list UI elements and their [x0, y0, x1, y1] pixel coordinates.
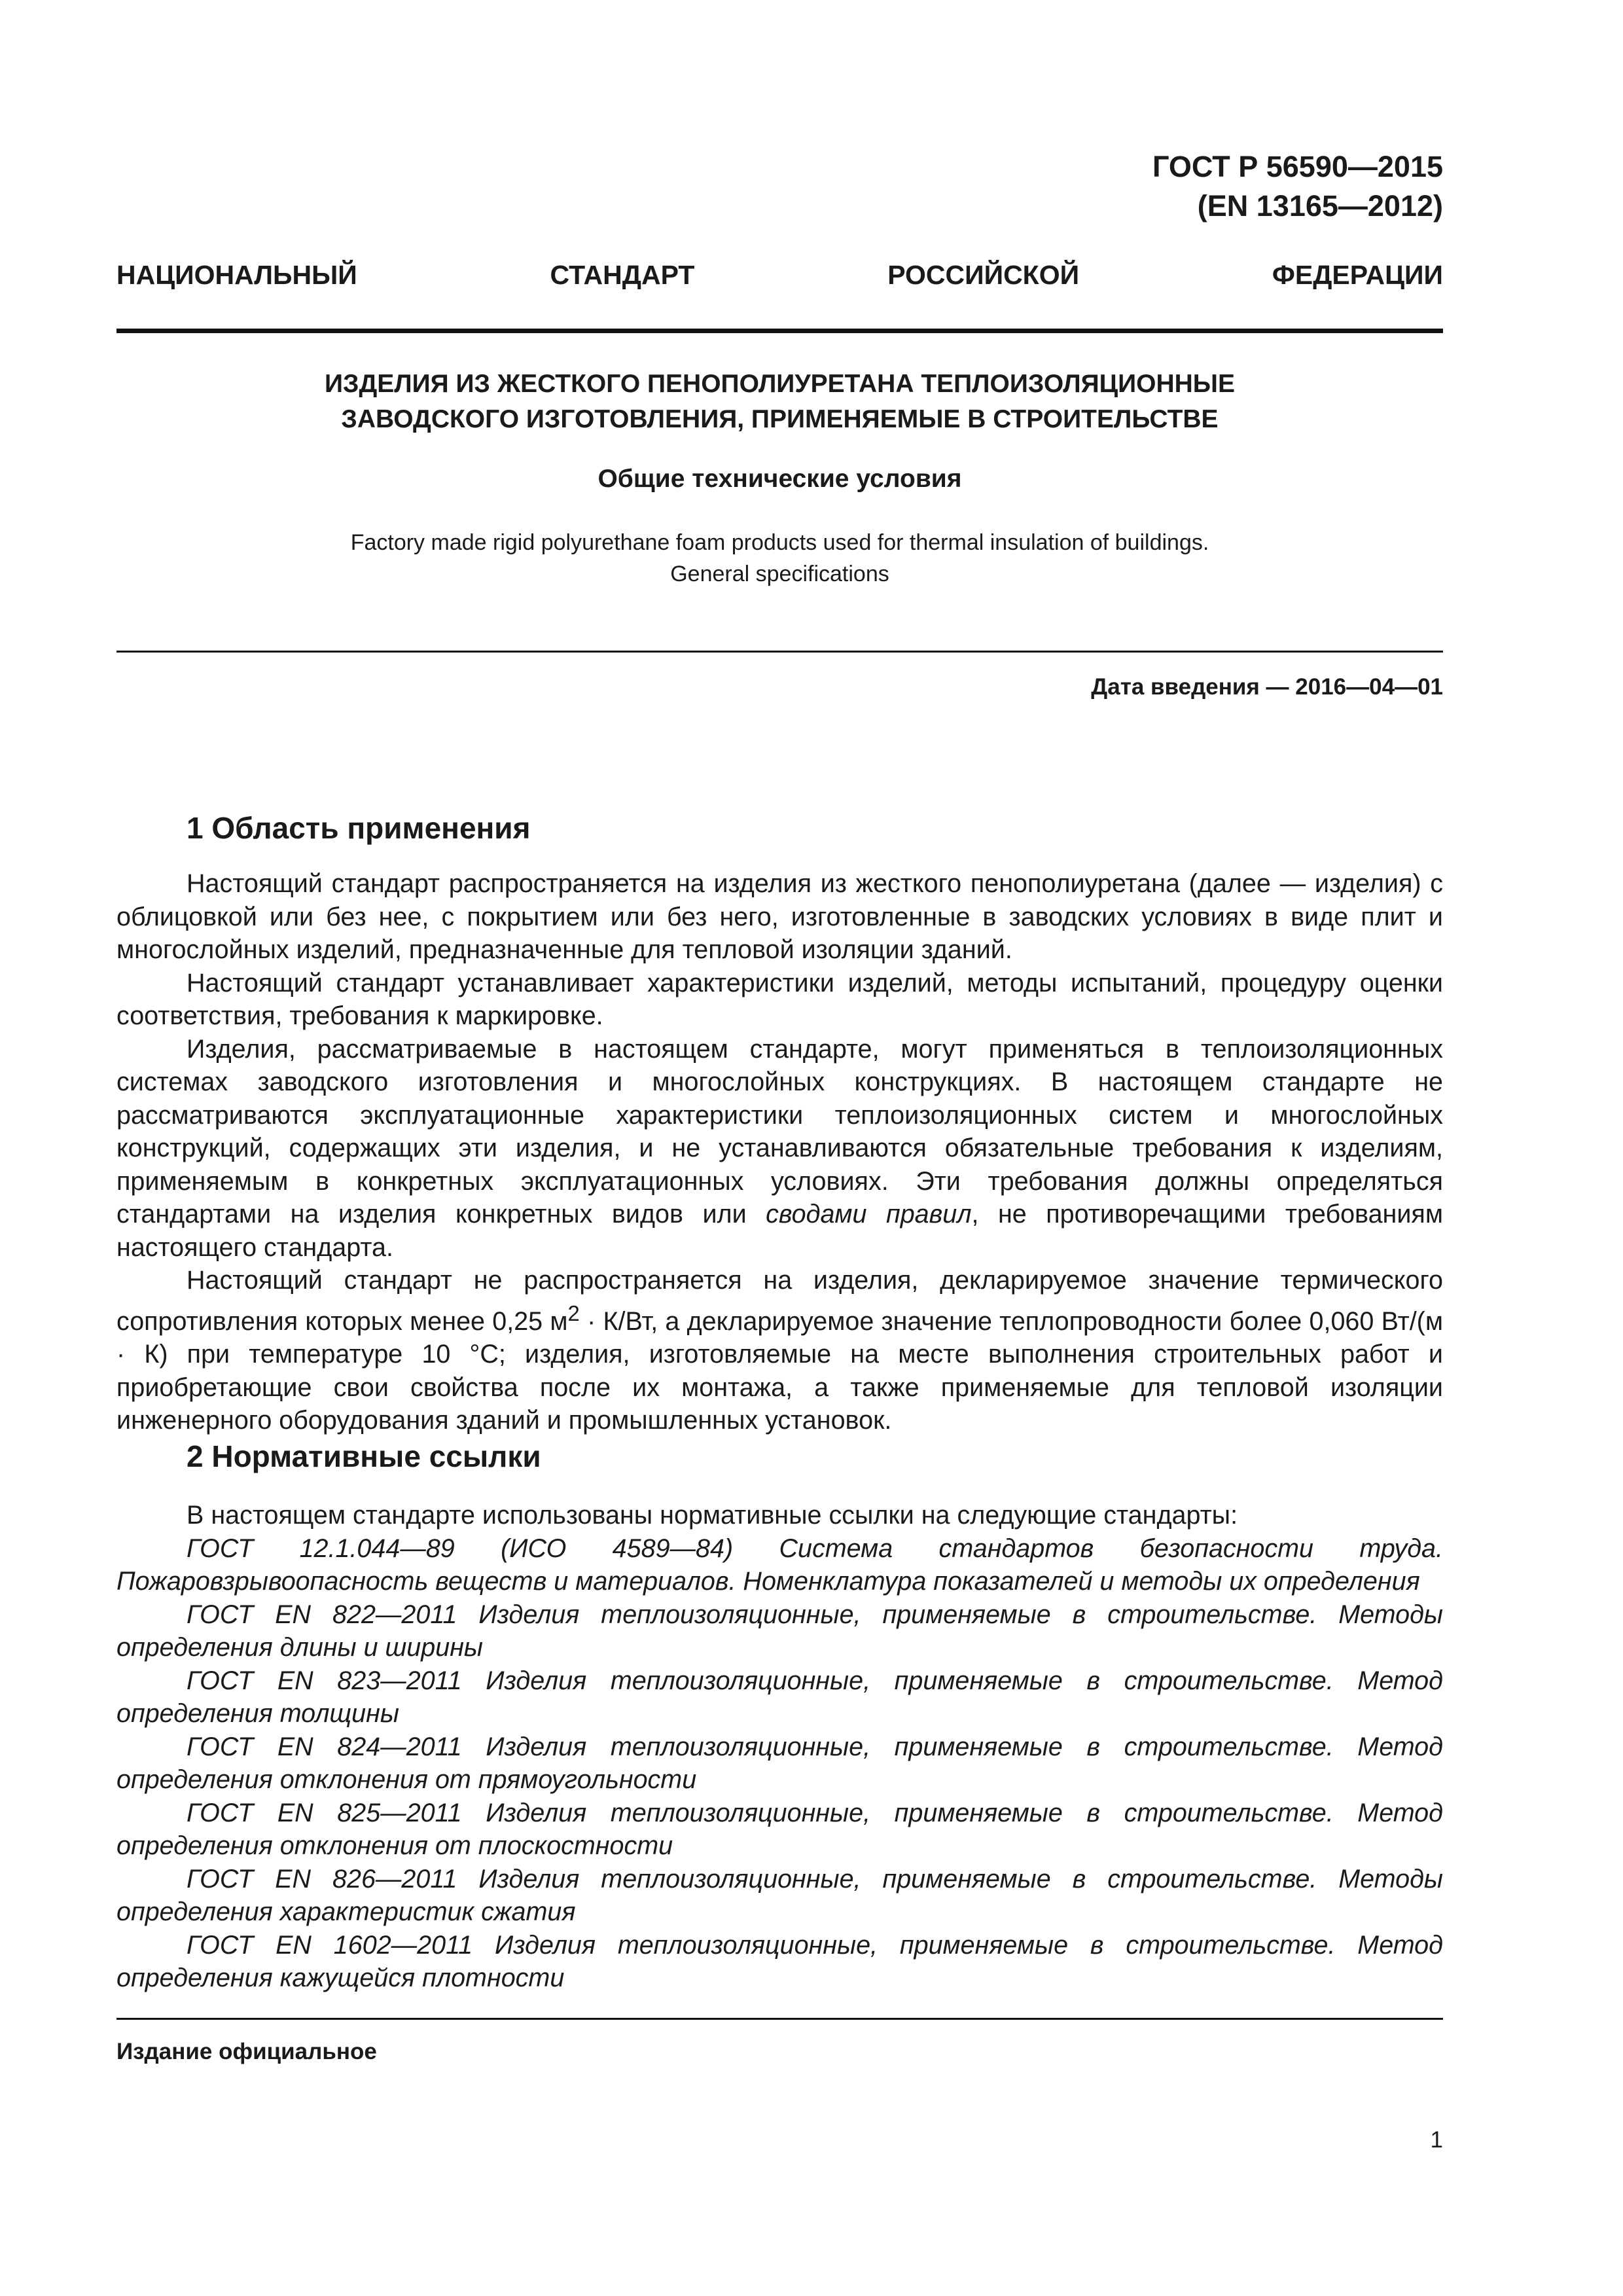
footer-rule: [116, 2018, 1443, 2020]
normative-reference: ГОСТ EN 824—2011 Изделия теплоизоляционные, применяемые в строительстве. Метод определения отклонения от прямоугольности: [116, 1732, 1443, 1794]
document-title-line-1: ИЗДЕЛИЯ ИЗ ЖЕСТКОГО ПЕНОПОЛИУРЕТАНА ТЕПЛОИЗОЛЯЦИОННЫЕ: [325, 370, 1235, 398]
normative-reference: ГОСТ EN 822—2011 Изделия теплоизоляционные, применяемые в строительстве. Методы определения длины и ширины: [116, 1600, 1443, 1662]
english-title-line-2: General specifications: [670, 562, 889, 586]
document-title-line-2: ЗАВОДСКОГО ИЗГОТОВЛЕНИЯ, ПРИМЕНЯЕМЫЕ В СТРОИТЕЛЬСТВЕ: [341, 405, 1219, 433]
document-subtitle: Общие технические условия: [597, 465, 962, 493]
paragraph-3-italic-term: сводами правил: [766, 1200, 972, 1229]
paragraph-3-text-start: Изделия, рассматриваемые в настоящем стандарте, могут применяться в теплоизоляционных системах заводского изготовления и многослойных конструкциях. В настоящем стандарте не рассматриваются эксплуатационные характеристики теплоизоляционных систем и многослойных конструкций, содержащих эти изделия, и не устанавливаются обязательные требования к изделиям, применяемым в конкретных эксплуатационных условиях. Эти требования должны определяться стандартами на изделия конкретных видов или: [116, 1034, 1443, 1229]
section-1-paragraph-3: [116, 1033, 1443, 1265]
paragraph-3-text-end: , не противоречащими требованиям настоящего стандарта.: [116, 1200, 1443, 1262]
page-number: 1: [1430, 2127, 1443, 2153]
national-standard-banner: НАЦИОНАЛЬНЫЙ СТАНДАРТ РОССИЙСКОЙ ФЕДЕРАЦИИ: [116, 260, 1443, 290]
section-1-paragraph-1: Настоящий стандарт распространяется на изделия из жесткого пенополиуретана (далее — изделия) с облицовкой или без нее, с покрытием или без него, изготовленные в заводских условиях в виде плит и многослойных изделий, предназначенные для тепловой изоляции зданий.: [116, 869, 1443, 964]
paragraph-4-text-end: · К/Вт, а декларируемое значение теплопроводности более 0,060 Вт/(м · К) при температуре 10 °С; изделия, изготовляемые на месте выполнения строительных работ и приобретающие свои свойства после их монтажа, а также применяемые для тепловой изоляции инженерного оборудования зданий и промышленных установок.: [116, 1306, 1443, 1435]
introduction-date: Дата введения — 2016—04—01: [1091, 674, 1443, 700]
section-2-heading: 2 Нормативные ссылки: [187, 1439, 541, 1473]
section-2-intro: В настоящем стандарте использованы нормативные ссылки на следующие стандарты:: [187, 1501, 1238, 1530]
paragraph-4-superscript: 2: [567, 1300, 580, 1325]
section-1-paragraph-2: Настоящий стандарт устанавливает характеристики изделий, методы испытаний, процедуру оценки соответствия, требования к маркировке.: [116, 968, 1443, 1030]
official-edition-label: Издание официальное: [116, 2039, 377, 2064]
standard-number-gost: ГОСТ Р 56590—2015: [1152, 150, 1443, 183]
document-title: [116, 367, 1443, 437]
section-1-body: [116, 867, 1443, 1437]
standard-number: [982, 147, 1443, 226]
normative-reference: ГОСТ EN 825—2011 Изделия теплоизоляционные, применяемые в строительстве. Метод определения отклонения от плоскостности: [116, 1798, 1443, 1860]
section-2-body: [116, 1499, 1443, 1995]
top-rule: [116, 329, 1443, 333]
normative-reference: ГОСТ EN 823—2011 Изделия теплоизоляционные, применяемые в строительстве. Метод определения толщины: [116, 1666, 1443, 1728]
section-1-paragraph-4: [116, 1264, 1443, 1437]
normative-reference: ГОСТ EN 826—2011 Изделия теплоизоляционные, применяемые в строительстве. Методы определения характеристик сжатия: [116, 1864, 1443, 1926]
normative-reference: ГОСТ 12.1.044—89 (ИСО 4589—84) Система стандартов безопасности труда. Пожаровзрывоопасность веществ и материалов. Номенклатура показателей и методы их определения: [116, 1534, 1443, 1596]
standard-number-en: (EN 13165—2012): [1197, 189, 1443, 223]
english-title: [116, 527, 1443, 590]
title-rule: [116, 651, 1443, 653]
paragraph-4-text-start: Настоящий стандарт не распространяется на изделия, декларируемое значение термического сопротивления которых менее 0,25 м: [116, 1266, 1443, 1336]
english-title-line-1: Factory made rigid polyurethane foam products used for thermal insulation of buildings.: [350, 530, 1209, 555]
normative-reference: ГОСТ EN 1602—2011 Изделия теплоизоляционные, применяемые в строительстве. Метод определения кажущейся плотности: [116, 1930, 1443, 1992]
section-1-heading: 1 Область применения: [187, 811, 531, 845]
